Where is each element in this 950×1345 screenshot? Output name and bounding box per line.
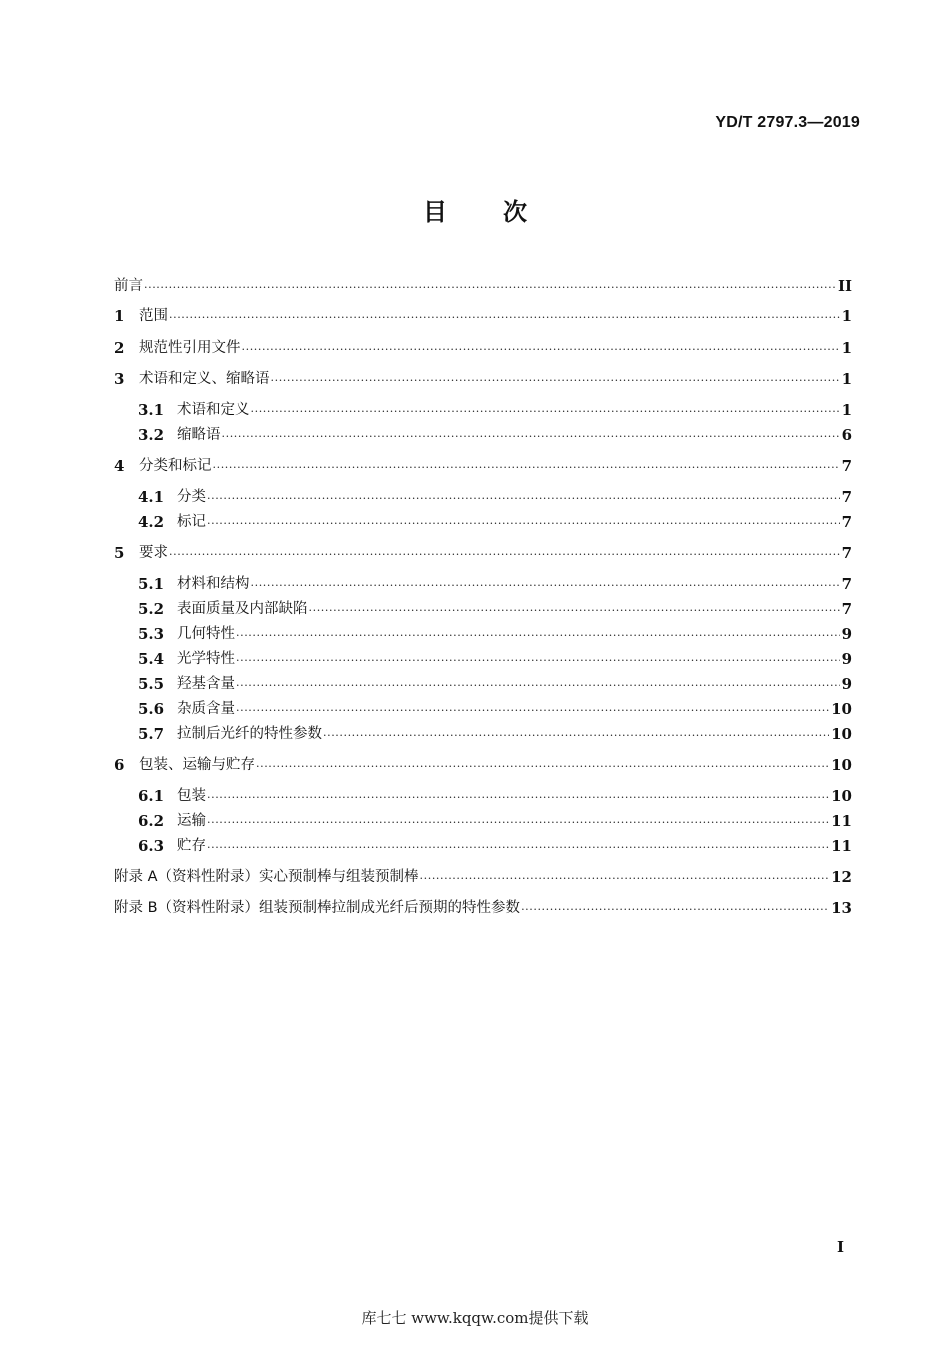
toc-entry-number: 6.3 xyxy=(138,837,165,855)
toc-entry-page: 7 xyxy=(841,513,852,531)
toc-entry-label: 几何特性 xyxy=(177,626,235,642)
toc-entry-label: 标记 xyxy=(177,514,206,530)
toc-entry-label: 范围 xyxy=(139,308,168,324)
toc-entry-label: 分类 xyxy=(177,489,206,505)
toc-entry-number: 5.2 xyxy=(138,600,165,618)
toc-entry-4-1[interactable] xyxy=(138,483,852,507)
title-char-2: 次 xyxy=(503,198,527,226)
toc-entry-page: 9 xyxy=(841,675,852,693)
toc-entry-4-2[interactable] xyxy=(138,508,852,532)
toc-entry-page: 7 xyxy=(841,600,852,618)
dot-leader xyxy=(144,276,836,296)
toc-entry-number: 3 xyxy=(114,370,125,388)
toc-entry-page: 10 xyxy=(831,787,852,805)
toc-entry-page: 6 xyxy=(841,426,852,444)
dot-leader xyxy=(207,836,829,856)
dot-leader xyxy=(236,649,840,669)
dot-leader xyxy=(236,674,840,694)
toc-entry-annex-b[interactable] xyxy=(114,894,852,918)
dot-leader xyxy=(256,755,829,775)
toc-entry-foreword[interactable] xyxy=(114,272,852,296)
toc-entry-label: 术语和定义 xyxy=(177,402,250,418)
toc-entry-label: 包装、运输与贮存 xyxy=(139,757,255,773)
toc-entry-number: 5.6 xyxy=(138,700,165,718)
dot-leader xyxy=(236,624,840,644)
toc-entry-3-1[interactable] xyxy=(138,396,852,420)
toc-entry-number: 3.2 xyxy=(138,426,165,444)
toc-entry-page: 1 xyxy=(841,307,852,325)
toc-entry-page: 9 xyxy=(841,625,852,643)
toc-entry-number: 5.7 xyxy=(138,725,165,743)
toc-entry-label: 材料和结构 xyxy=(177,576,250,592)
standard-code: YD/T 2797.3—2019 xyxy=(715,114,860,131)
dot-leader xyxy=(251,574,840,594)
dot-leader xyxy=(169,306,840,326)
dot-leader xyxy=(242,338,840,358)
toc-entry-2[interactable] xyxy=(114,334,852,358)
toc-entry-label: 前言 xyxy=(114,278,143,294)
dot-leader xyxy=(420,867,830,887)
toc-entry-5-5[interactable] xyxy=(138,670,852,694)
toc-entry-label: 羟基含量 xyxy=(177,676,235,692)
dot-leader xyxy=(323,724,829,744)
toc-entry-5[interactable] xyxy=(114,539,852,563)
footer-watermark-text: 库七七 www.kqqw.com提供下载 xyxy=(361,1309,589,1327)
toc-entry-annex-a[interactable] xyxy=(114,863,852,887)
dot-leader xyxy=(213,456,840,476)
toc-entry-5-1[interactable] xyxy=(138,570,852,594)
toc-entry-number: 4.1 xyxy=(138,488,165,506)
page-title xyxy=(0,192,950,227)
toc-entry-page: 10 xyxy=(831,725,852,743)
dot-leader xyxy=(169,543,840,563)
toc-entry-page: 9 xyxy=(841,650,852,668)
toc-entry-page: 10 xyxy=(831,700,852,718)
toc-entry-5-6[interactable] xyxy=(138,695,852,719)
toc-entry-page: 10 xyxy=(831,756,852,774)
toc-entry-label: 规范性引用文件 xyxy=(139,340,241,356)
toc-entry-number: 1 xyxy=(114,307,125,325)
dot-leader xyxy=(207,786,829,806)
toc-entry-label: 术语和定义、缩略语 xyxy=(139,371,270,387)
toc-entry-label: 杂质含量 xyxy=(177,701,235,717)
toc-entry-number: 5.4 xyxy=(138,650,165,668)
title-char-1: 目 xyxy=(423,198,447,226)
page-number: I xyxy=(836,1238,844,1256)
toc-entry-number: 6.2 xyxy=(138,812,165,830)
toc-entry-number: 5.3 xyxy=(138,625,165,643)
toc-entry-page: 1 xyxy=(841,339,852,357)
toc-entry-6-3[interactable] xyxy=(138,832,852,856)
toc-entry-label: 运输 xyxy=(177,813,206,829)
dot-leader xyxy=(521,898,829,918)
dot-leader xyxy=(309,599,840,619)
toc-entry-page: 7 xyxy=(841,457,852,475)
toc-entry-page: 13 xyxy=(831,899,852,917)
toc-entry-3-2[interactable] xyxy=(138,421,852,445)
toc-entry-5-3[interactable] xyxy=(138,620,852,644)
toc-entry-number: 3.1 xyxy=(138,401,165,419)
toc-entry-label: 附录 B（资料性附录）组装预制棒拉制成光纤后预期的特性参数 xyxy=(114,900,521,916)
dot-leader xyxy=(207,487,840,507)
toc-entry-label: 缩略语 xyxy=(177,427,221,443)
toc-entry-page: II xyxy=(837,277,852,295)
toc-entry-1[interactable] xyxy=(114,302,852,326)
dot-leader xyxy=(271,369,840,389)
toc-entry-page: 11 xyxy=(831,812,852,830)
toc-entry-5-7[interactable] xyxy=(138,720,852,744)
toc-entry-page: 12 xyxy=(831,868,852,886)
toc-entry-label: 拉制后光纤的特性参数 xyxy=(177,726,322,742)
toc-entry-page: 7 xyxy=(841,488,852,506)
toc-entry-4[interactable] xyxy=(114,452,852,476)
toc-entry-label: 贮存 xyxy=(177,838,206,854)
toc-entry-page: 11 xyxy=(831,837,852,855)
dot-leader xyxy=(222,425,840,445)
toc-entry-page: 7 xyxy=(841,575,852,593)
toc-entry-number: 4 xyxy=(114,457,125,475)
toc-entry-number: 6 xyxy=(114,756,125,774)
toc-entry-5-4[interactable] xyxy=(138,645,852,669)
toc-entry-3[interactable] xyxy=(114,365,852,389)
toc-entry-number: 6.1 xyxy=(138,787,165,805)
dot-leader xyxy=(236,699,829,719)
dot-leader xyxy=(251,400,840,420)
toc-entry-label: 附录 A（资料性附录）实心预制棒与组装预制棒 xyxy=(114,869,419,885)
toc-entry-page: 1 xyxy=(841,370,852,388)
toc-entry-5-2[interactable] xyxy=(138,595,852,619)
toc-entry-label: 光学特性 xyxy=(177,651,235,667)
toc-entry-number: 2 xyxy=(114,339,125,357)
toc-entry-6[interactable] xyxy=(114,751,852,775)
toc-entry-label: 分类和标记 xyxy=(139,458,212,474)
toc-entry-6-1[interactable] xyxy=(138,782,852,806)
toc-entry-6-2[interactable] xyxy=(138,807,852,831)
toc-entry-number: 5 xyxy=(114,544,125,562)
toc-entry-page: 7 xyxy=(841,544,852,562)
toc-entry-label: 要求 xyxy=(139,545,168,561)
toc-entry-page: 1 xyxy=(841,401,852,419)
toc-entry-number: 4.2 xyxy=(138,513,165,531)
dot-leader xyxy=(207,811,829,831)
dot-leader xyxy=(207,512,840,532)
toc-entry-label: 包装 xyxy=(177,788,206,804)
toc-entry-number: 5.5 xyxy=(138,675,165,693)
toc-entry-number: 5.1 xyxy=(138,575,165,593)
toc-entry-label: 表面质量及内部缺陷 xyxy=(177,601,308,617)
